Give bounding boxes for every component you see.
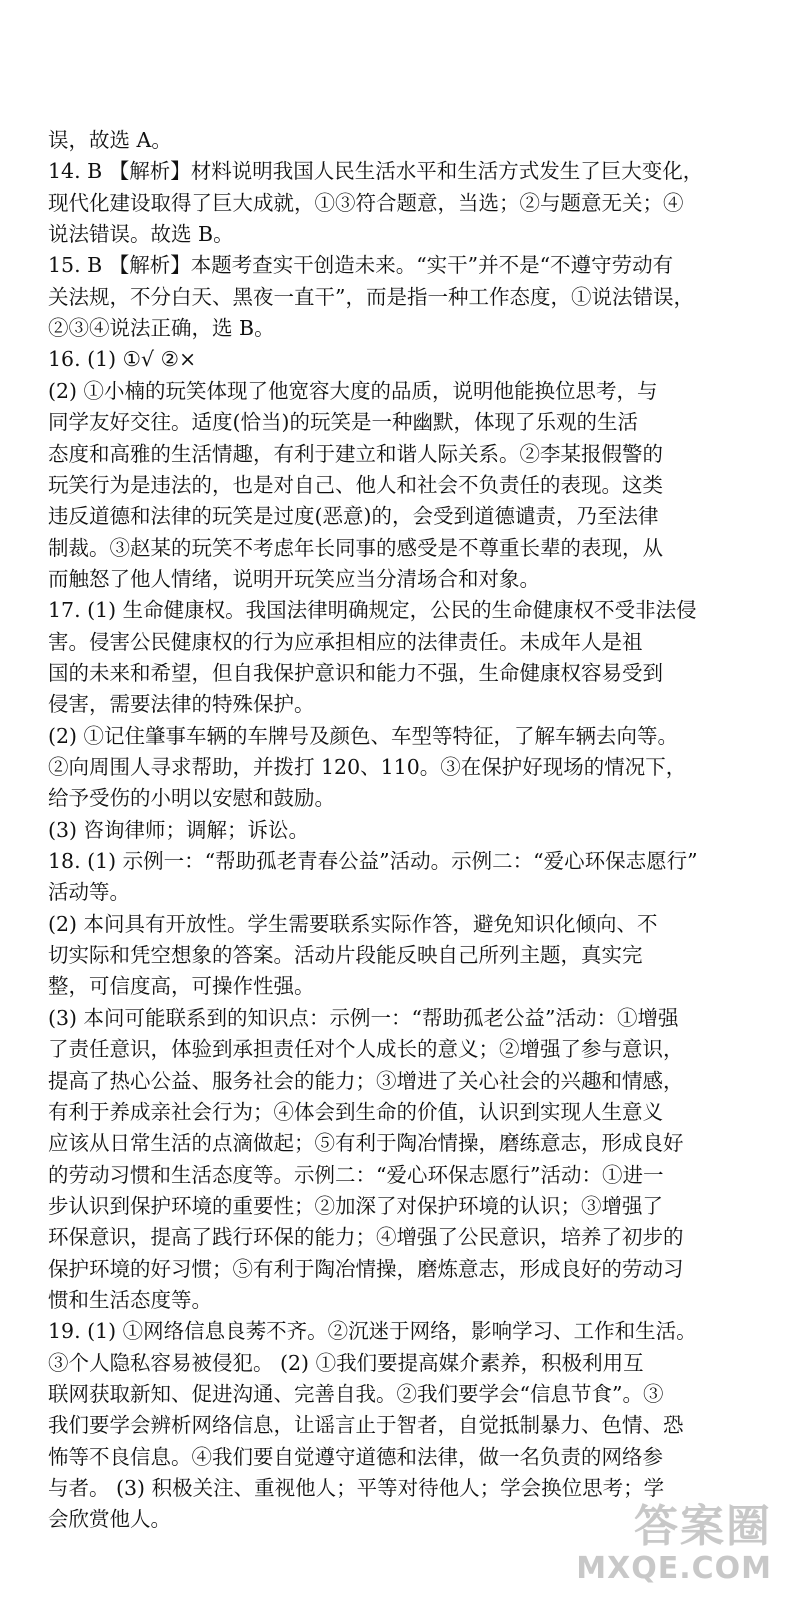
- text-line: 切实际和凭空想象的答案。活动片段能反映自己所列主题，真实完: [48, 943, 643, 968]
- text-line: 18. (1) 示例一：“帮助孤老青春公益”活动。示例二：“爱心环保志愿行”: [48, 849, 698, 874]
- text-line: 制裁。③赵某的玩笑不考虑年长同事的感受是不尊重长辈的表现，从: [48, 535, 663, 560]
- text-line: 怖等不良信息。④我们要自觉遵守道德和法律，做一名负责的网络参: [48, 1444, 663, 1469]
- text-line: 步认识到保护环境的重要性；②加深了对保护环境的认识；③增强了: [48, 1193, 663, 1218]
- text-line: 保护环境的好习惯；⑤有利于陶冶情操，磨炼意志，形成良好的劳动习: [48, 1256, 684, 1281]
- text-line: (3) 咨询律师；调解；诉讼。: [48, 817, 310, 842]
- text-line: 应该从日常生活的点滴做起；⑤有利于陶冶情操，磨练意志，形成良好: [48, 1131, 684, 1156]
- text-line: 15. B 【解析】本题考查实干创造未来。“实干”并不是“不遵守劳动有: [48, 253, 674, 278]
- text-line: 了责任意识，体验到承担责任对个人成长的意义；②增强了参与意识，: [48, 1037, 684, 1062]
- text-line: (2) ①记住肇事车辆的车牌号及颜色、车型等特征，了解车辆去向等。: [48, 723, 679, 748]
- watermark-top: 答案圈: [634, 1501, 772, 1552]
- text-line: 害。侵害公民健康权的行为应承担相应的法律责任。未成年人是祖: [48, 629, 643, 654]
- text-line: 国的未来和希望，但自我保护意识和能力不强，生命健康权容易受到: [48, 660, 663, 685]
- text-line: 会欣赏他人。: [48, 1507, 171, 1532]
- text-line: (2) ①小楠的玩笑体现了他宽容大度的品质，说明他能换位思考，与: [48, 378, 658, 403]
- text-line: 说法错误。故选 B。: [48, 222, 234, 247]
- text-line: (3) 本问可能联系到的知识点：示例一：“帮助孤老公益”活动：①增强: [48, 1005, 679, 1030]
- text-line: 惯和生活态度等。: [48, 1287, 212, 1312]
- text-line: 给予受伤的小明以安慰和鼓励。: [48, 786, 335, 811]
- text-line: 关法规，不分白天、黑夜一直干”，而是指一种工作态度，①说法错误，: [48, 284, 694, 309]
- text-line: 活动等。: [48, 880, 130, 905]
- text-line: 16. (1) ①√ ②×: [48, 347, 197, 372]
- text-line: 提高了热心公益、服务社会的能力；③增进了关心社会的兴趣和情感，: [48, 1068, 684, 1093]
- text-line: ②③④说法正确，选 B。: [48, 316, 275, 341]
- text-line: 14. B 【解析】材料说明我国人民生活水平和生活方式发生了巨大变化，: [48, 159, 704, 184]
- text-line: 整，可信度高，可操作性强。: [48, 974, 315, 999]
- text-line: 19. (1) ①网络信息良莠不齐。②沉迷于网络，影响学习、工作和生活。: [48, 1319, 697, 1344]
- text-line: ③个人隐私容易被侵犯。 (2) ①我们要提高媒介素养，积极利用互: [48, 1350, 644, 1375]
- text-line: 现代化建设取得了巨大成就，①③符合题意，当选；②与题意无关；④: [48, 190, 684, 215]
- text-line: 误，故选 A。: [48, 128, 172, 152]
- text-line: 态度和高雅的生活情趣，有利于建立和谐人际关系。②李某报假警的: [48, 441, 663, 466]
- text-line: 联网获取新知、促进沟通、完善自我。②我们要学会“信息节食”。③: [48, 1382, 664, 1406]
- text-line: 与者。 (3) 积极关注、重视他人；平等对待他人；学会换位思考；学: [48, 1476, 665, 1501]
- text-line: 玩笑行为是违法的，也是对自己、他人和社会不负责任的表现。这类: [48, 472, 663, 497]
- watermark-bottom: MXQE.COM: [576, 1551, 772, 1586]
- text-line: 我们要学会辨析网络信息，让谣言止于智者，自觉抵制暴力、色情、恐: [48, 1413, 684, 1438]
- watermark-logo: [576, 1490, 772, 1586]
- text-line: 的劳动习惯和生活态度等。示例二：“爱心环保志愿行”活动：①进一: [48, 1162, 664, 1187]
- text-line: 侵害，需要法律的特殊保护。: [48, 692, 315, 717]
- text-line: 环保意识，提高了践行环保的能力；④增强了公民意识，培养了初步的: [48, 1225, 684, 1250]
- text-line: 17. (1) 生命健康权。我国法律明确规定，公民的生命健康权不受非法侵: [48, 598, 697, 623]
- text-line: 违反道德和法律的玩笑是过度(恶意)的，会受到道德谴责，乃至法律: [48, 504, 659, 529]
- text-line: ②向周围人寻求帮助，并拨打 120、110。③在保护好现场的情况下，: [48, 755, 687, 779]
- text-line: 而触怒了他人情绪，说明开玩笑应当分清场合和对象。: [48, 566, 540, 591]
- text-line: 有利于养成亲社会行为；④体会到生命的价值，认识到实现人生意义: [48, 1099, 663, 1124]
- text-line: 同学友好交往。适度(恰当)的玩笑是一种幽默，体现了乐观的生活: [48, 410, 638, 435]
- text-line: (2) 本问具有开放性。学生需要联系实际作答，避免知识化倾向、不: [48, 911, 658, 936]
